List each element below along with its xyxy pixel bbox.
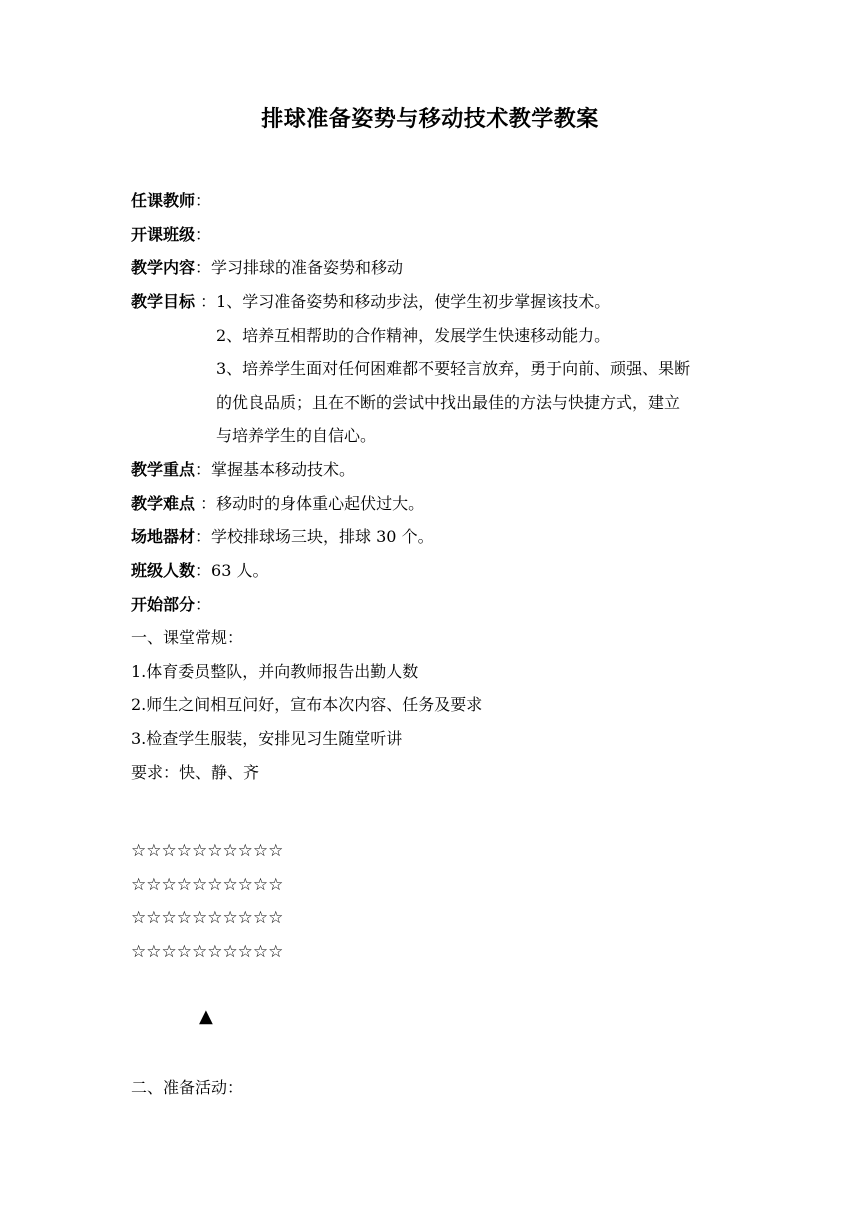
goal-item: 3、培养学生面对任何困难都不要轻言放弃，勇于向前、顽强、果断 — [216, 359, 691, 378]
equipment-sep: ： — [195, 527, 212, 546]
teacher-sep: ： — [195, 191, 212, 210]
difficulty-value: 移动时的身体重心起伏过大。 — [216, 494, 425, 513]
content-row — [131, 257, 403, 279]
routine-item: 2.师生之间相互问好，宣布本次内容、任务及要求 — [131, 695, 483, 714]
content-value: 学习排球的准备姿势和移动 — [211, 258, 404, 277]
class-size-label: 班级人数 — [131, 561, 196, 580]
difficulty-sep: ： — [195, 494, 217, 513]
class-sep: ： — [195, 225, 212, 244]
equipment-value: 学校排球场三块，排球 30 个。 — [211, 527, 434, 546]
goal-item-continuation: 与培养学生的自信心。 — [216, 426, 377, 445]
start-section-row — [131, 594, 211, 616]
goal-item-continuation: 的优良品质；且在不断的尝试中找出最佳的方法与快捷方式，建立 — [216, 393, 681, 412]
routine-requirement: 要求：快、静、齐 — [131, 763, 260, 782]
goals-label: 教学目标 — [131, 292, 196, 311]
formation-row: ☆☆☆☆☆☆☆☆☆☆ — [131, 942, 284, 962]
teacher-label: 任课教师 — [131, 191, 196, 210]
routine-heading: 一、课堂常规： — [131, 628, 244, 647]
formation-row: ☆☆☆☆☆☆☆☆☆☆ — [131, 908, 284, 928]
goals-row — [131, 291, 610, 313]
routine-item: 1.体育委员整队，并向教师报告出勤人数 — [131, 662, 419, 681]
difficulty-label: 教学难点 — [131, 494, 196, 513]
equipment-row — [131, 526, 434, 548]
difficulty-row — [131, 493, 424, 515]
goal-item: 2、培养互相帮助的合作精神，发展学生快速移动能力。 — [216, 326, 611, 345]
content-label: 教学内容 — [131, 258, 196, 277]
start-section-label: 开始部分 — [131, 595, 196, 614]
class-label: 开课班级 — [131, 225, 196, 244]
key-point-sep: ： — [195, 460, 212, 479]
start-section-sep: ： — [195, 595, 212, 614]
equipment-label: 场地器材 — [131, 527, 196, 546]
goal-item: 1、学习准备姿势和移动步法，使学生初步掌握该技术。 — [216, 292, 611, 311]
class-size-value: 63 人。 — [211, 561, 269, 580]
goals-sep: ： — [195, 292, 217, 311]
teacher-row — [131, 190, 211, 212]
content-sep: ： — [195, 258, 212, 277]
class-size-row — [131, 560, 268, 582]
teacher-position-marker: ▲ — [199, 1006, 213, 1027]
document-title: 排球准备姿势与移动技术教学教案 — [261, 107, 599, 132]
class-row — [131, 224, 211, 246]
routine-item: 3.检查学生服装，安排见习生随堂听讲 — [131, 729, 403, 748]
warmup-heading: 二、准备活动： — [131, 1078, 244, 1097]
key-point-value: 掌握基本移动技术。 — [211, 460, 356, 479]
class-size-sep: ： — [195, 561, 212, 580]
key-point-label: 教学重点 — [131, 460, 196, 479]
key-point-row — [131, 459, 355, 481]
formation-row: ☆☆☆☆☆☆☆☆☆☆ — [131, 875, 284, 895]
formation-row: ☆☆☆☆☆☆☆☆☆☆ — [131, 841, 284, 861]
